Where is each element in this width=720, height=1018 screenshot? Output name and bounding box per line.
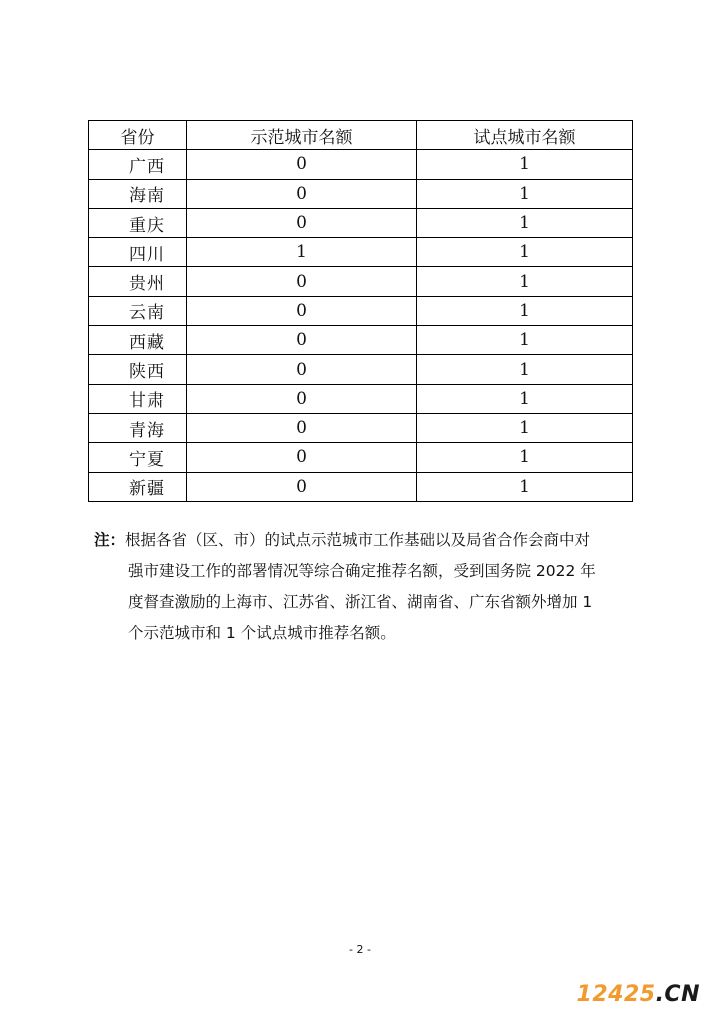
table-header-row xyxy=(89,121,633,150)
table-row xyxy=(89,267,633,296)
table-row xyxy=(89,208,633,237)
table-row xyxy=(89,413,633,442)
pilot-quota-cell: 1 xyxy=(417,326,633,355)
province-cell: 四川 xyxy=(89,238,187,267)
watermark-domain: .CN xyxy=(655,982,700,1007)
pilot-quota-cell: 1 xyxy=(417,267,633,296)
province-cell: 新疆 xyxy=(89,472,187,501)
pilot-quota-cell: 1 xyxy=(417,208,633,237)
demo-quota-cell: 0 xyxy=(187,208,417,237)
footnote-line-3: 度督查激励的上海市、江苏省、浙江省、湖南省、广东省额外增加 1 xyxy=(128,593,593,611)
pilot-quota-cell: 1 xyxy=(417,472,633,501)
demo-quota-cell: 1 xyxy=(187,238,417,267)
demo-quota-cell: 0 xyxy=(187,296,417,325)
footnote-line-1: 注：根据各省（区、市）的试点示范城市工作基础以及局省合作会商中对 xyxy=(94,531,591,549)
demo-quota-cell: 0 xyxy=(187,179,417,208)
demo-quota-cell: 0 xyxy=(187,384,417,413)
demo-quota-cell: 0 xyxy=(187,267,417,296)
table-row xyxy=(89,326,633,355)
watermark-number: 12425 xyxy=(576,982,656,1007)
demo-quota-cell: 0 xyxy=(187,472,417,501)
province-cell: 青海 xyxy=(89,413,187,442)
table-row xyxy=(89,355,633,384)
footnote-label: 注： xyxy=(94,531,126,549)
header-demo-quota: 示范城市名额 xyxy=(187,121,417,150)
footnote xyxy=(94,525,634,649)
table-row xyxy=(89,472,633,501)
header-province: 省份 xyxy=(89,121,187,150)
header-pilot-quota: 试点城市名额 xyxy=(417,121,633,150)
table-row xyxy=(89,179,633,208)
pilot-quota-cell: 1 xyxy=(417,443,633,472)
footnote-line-4: 个示范城市和 1 个试点城市推荐名额。 xyxy=(128,624,396,642)
footnote-line-2: 强市建设工作的部署情况等综合确定推荐名额，受到国务院 2022 年 xyxy=(128,562,596,580)
table-row xyxy=(89,150,633,179)
province-cell: 西藏 xyxy=(89,326,187,355)
pilot-quota-cell: 1 xyxy=(417,179,633,208)
page-number: - 2 - xyxy=(349,943,371,956)
pilot-quota-cell: 1 xyxy=(417,384,633,413)
province-cell: 宁夏 xyxy=(89,443,187,472)
province-cell: 重庆 xyxy=(89,208,187,237)
province-cell: 云南 xyxy=(89,296,187,325)
site-watermark xyxy=(577,982,700,1007)
demo-quota-cell: 0 xyxy=(187,326,417,355)
demo-quota-cell: 0 xyxy=(187,443,417,472)
province-cell: 陕西 xyxy=(89,355,187,384)
table-row xyxy=(89,384,633,413)
demo-quota-cell: 0 xyxy=(187,355,417,384)
pilot-quota-cell: 1 xyxy=(417,413,633,442)
province-cell: 广西 xyxy=(89,150,187,179)
table-row xyxy=(89,443,633,472)
province-cell: 甘肃 xyxy=(89,384,187,413)
demo-quota-cell: 0 xyxy=(187,150,417,179)
table-row xyxy=(89,238,633,267)
quota-table xyxy=(88,120,633,502)
pilot-quota-cell: 1 xyxy=(417,150,633,179)
pilot-quota-cell: 1 xyxy=(417,296,633,325)
province-cell: 贵州 xyxy=(89,267,187,296)
pilot-quota-cell: 1 xyxy=(417,355,633,384)
pilot-quota-cell: 1 xyxy=(417,238,633,267)
table-row xyxy=(89,296,633,325)
demo-quota-cell: 0 xyxy=(187,413,417,442)
province-cell: 海南 xyxy=(89,179,187,208)
